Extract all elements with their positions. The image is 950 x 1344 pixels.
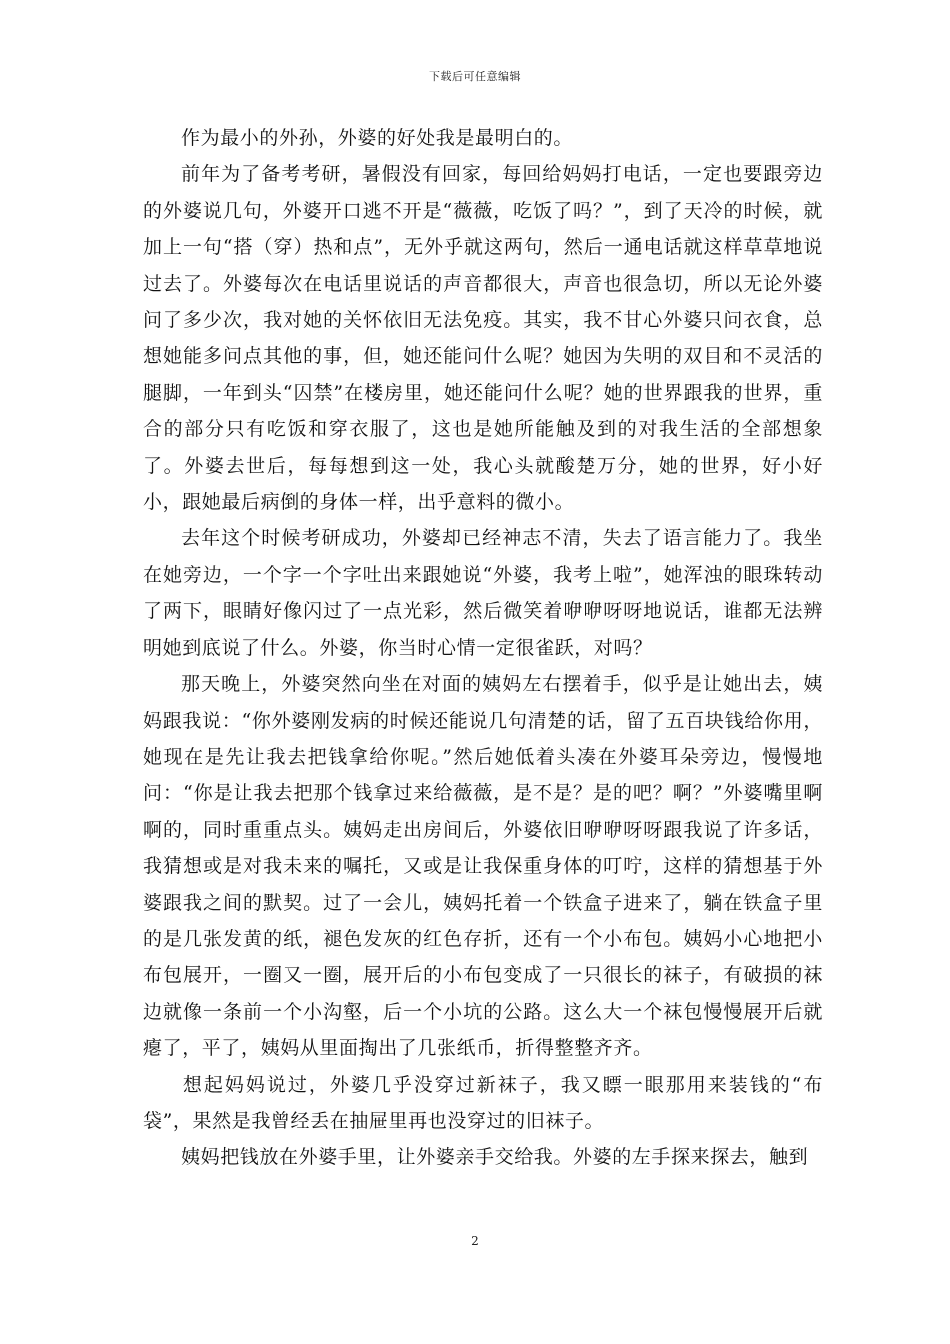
- page-number: 2: [471, 1234, 479, 1248]
- paragraph-5: 想起妈妈说过，外婆几乎没穿过新袜子，我又瞟一眼那用来装钱的“布袋”，果然是我曾经丢在抽屉里再也没穿过的旧袜子。: [143, 1073, 823, 1132]
- page-header: 下载后可任意编辑: [429, 70, 521, 83]
- paragraph-2: 前年为了备考考研，暑假没有回家，每回给妈妈打电话，一定也要跟旁边的外婆说几句，外婆开口逃不开是“薇薇，吃饭了吗？”，到了天冷的时候，就加上一句“搭（穿）热和点”，无外乎就这两句，然后一通电话就这样草草地说过去了。外婆每次在电话里说话的声音都很大，声音也很急切，所以无论外婆问了多少次，我对她的关怀依旧无法免疫。其实，我不甘心外婆只问衣食，总想她能多问点其他的事，但，她还能问什么呢？她因为失明的双目和不灵活的腿脚，一年到头“囚禁”在楼房里，她还能问什么呢？她的世界跟我的世界，重合的部分只有吃饭和穿衣服了，这也是她所能触及到的对我生活的全部想象了。外婆去世后，每每想到这一处，我心头就酸楚万分，她的世界，好小好小，跟她最后病倒的身体一样，出乎意料的微小。: [143, 163, 823, 514]
- paragraph-1: 作为最小的外孙，外婆的好处我是最明白的。: [181, 127, 574, 149]
- paragraph-6: 姨妈把钱放在外婆手里，让外婆亲手交给我。外婆的左手探来探去，触到: [181, 1146, 809, 1169]
- paragraph-4: 那天晚上，外婆突然向坐在对面的姨妈左右摆着手，似乎是让她出去，姨妈跟我说：“你外婆刚发病的时候还能说几句清楚的话，留了五百块钱给你用，她现在是先让我去把钱拿给你呢。”然后她低着头凑在外婆耳朵旁边，慢慢地问：“你是让我去把那个钱拿过来给薇薇，是不是？是的吧？啊？”外婆嘴里啊啊的，同时重重点头。姨妈走出房间后，外婆依旧咿咿呀呀跟我说了许多话，我猜想或是对我未来的嘱托，又或是让我保重身体的叮咛，这样的猜想基于外婆跟我之间的默契。过了一会儿，姨妈托着一个铁盒子进来了，躺在铁盒子里的是几张发黄的纸，褪色发灰的红色存折，还有一个小布包。姨妈小心地把小布包展开，一圈又一圈，展开后的小布包变成了一只很长的袜子，有破损的袜边就像一条前一个小沟壑，后一个小坑的公路。这么大一个袜包慢慢展开后就瘪了，平了，姨妈从里面掏出了几张纸币，折得整整齐齐。: [143, 673, 823, 1060]
- paragraph-3: 去年这个时候考研成功，外婆却已经神志不清，失去了语言能力了。我坐在她旁边，一个字一个字吐出来跟她说“外婆，我考上啦”，她浑浊的眼珠转动了两下，眼睛好像闪过了一点光彩，然后微笑着咿咿呀呀地说话，谁都无法辨明她到底说了什么。外婆，你当时心情一定很雀跃，对吗？: [143, 527, 823, 659]
- document-body: [143, 120, 823, 1176]
